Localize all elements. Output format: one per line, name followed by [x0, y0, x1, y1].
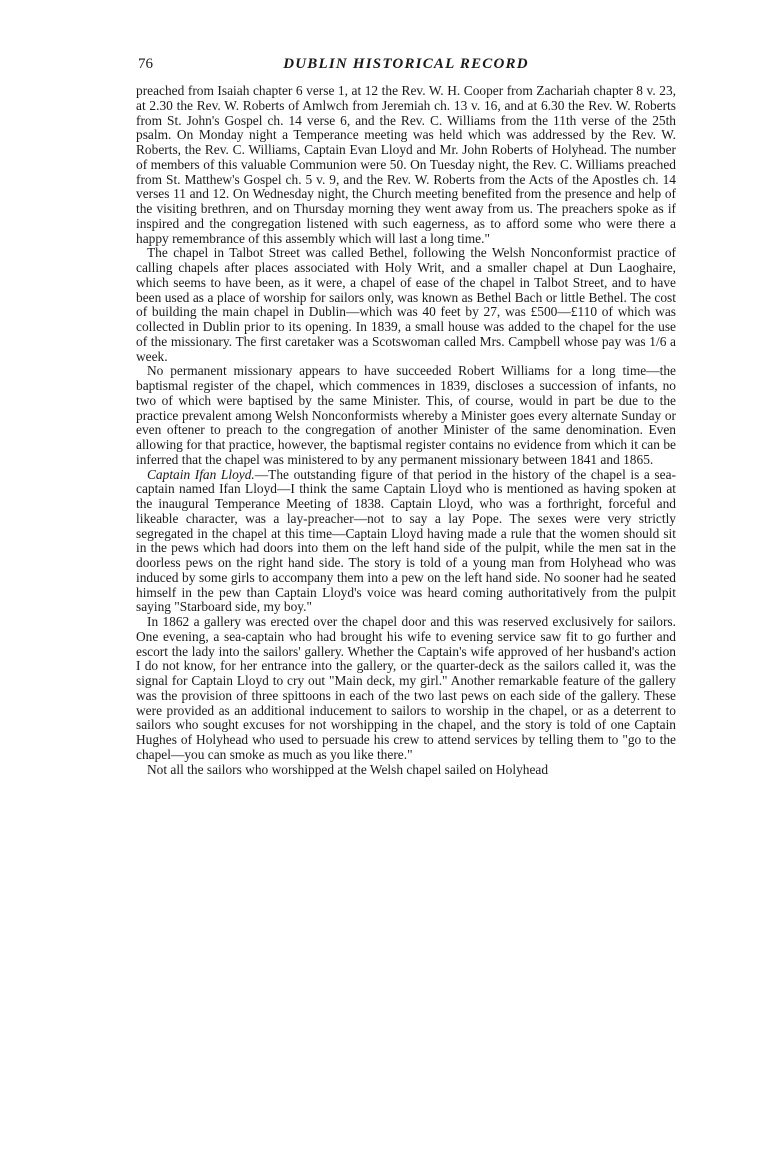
page-header: [136, 56, 676, 78]
journal-page: [136, 56, 676, 777]
paragraph-text: No permanent missionary appears to have succeeded Robert Williams for a long time—the baptismal register of the chapel, which commences in 1839, discloses a succession of infants, no two of which were baptised by the same Minister. This, of course, would in part be due to the practice prevalent among Welsh Nonconformists whereby a Minister goes every alternate Sunday or even oftener to preach to the congregation of another Minister of the same denomination. Even allowing for that practice, however, the baptismal register contains no evidence from which it can be inferred that the chapel was ministered to by any permanent missionary between 1841 and 1865.: [136, 363, 676, 467]
paragraph-text: Not all the sailors who worshipped at the Welsh chapel sailed on Holyhead: [147, 761, 549, 777]
running-title: DUBLIN HISTORICAL RECORD: [283, 56, 529, 72]
paragraph: [136, 246, 676, 364]
paragraph-text: In 1862 a gallery was erected over the chapel door and this was reserved exclusively for sailors. One evening, a sea-captain who had brought his wife to evening service saw fit to go further and escort the lady into the sailors' gallery. Whether the Captain's wife approved of her husband's action I do not know, for her entrance into the gallery, or the quarter-deck as the sailors called it, was the signal for Captain Lloyd to cry out "Main deck, my girl." Another remarkable feature of the gallery was the provision of three spittoons in each of the two last pews on each side of the gallery. These were provided as an additional inducement to sailors to worship in the chapel, or as a deterrent to sailors who sought excuses for not worshipping in the chapel, and the story is told of one Captain Hughes of Holyhead who used to persuade his crew to attend services by telling them to "go to the chapel—you can smoke as much as you like there.": [136, 614, 676, 762]
paragraph: [136, 468, 676, 616]
paragraph: [136, 615, 676, 763]
paragraph-continues: [136, 763, 676, 778]
article-body: [136, 84, 676, 777]
section-heading-run-in: Captain Ifan Lloyd.: [147, 466, 255, 482]
paragraph: [136, 364, 676, 467]
paragraph-text: —The outstanding figure of that period in the history of the chapel is a sea-captain named Ifan Lloyd—I think the same Captain Lloyd who is mentioned as having spoken at the inaugural Temperance Meeting of 1838. Captain Lloyd, who was a forthright, forceful and likeable character, was a lay-preacher—not to say a lay Pope. The sexes were very strictly segregated in the chapel at this time—Captain Lloyd having made a rule that the women should sit in the pews which had doors into them on the left hand side of the pulpit, while the men sat in the doorless pews on the right hand side. The story is told of a young man from Holyhead who was induced by some girls to accompany them into a pew on the left hand side. No sooner had he seated himself in the pew than Captain Lloyd's voice was heard coming authoritatively from the pulpit saying "Starboard side, my boy.": [136, 466, 676, 615]
paragraph-continued: [136, 84, 676, 246]
page-number: 76: [138, 56, 153, 72]
paragraph-text: preached from Isaiah chapter 6 verse 1, at 12 the Rev. W. H. Cooper from Zachariah chapter 8 v. 23, at 2.30 the Rev. W. Roberts of Amlwch from Jeremiah ch. 13 v. 16, and at 6.30 the Rev. W. Roberts from St. John's Gospel ch. 14 verse 6, and the Rev. C. Williams from the 11th verse of the 25th psalm. On Monday night a Temperance meeting was held which was addressed by the Rev. W. Roberts, the Rev. C. Williams, Captain Evan Lloyd and Mr. John Roberts of Holyhead. The number of members of this valuable Communion were 50. On Tuesday night, the Rev. C. Williams preached from St. Matthew's Gospel ch. 5 v. 9, and the Rev. W. Roberts from the Acts of the Apostles ch. 14 verses 11 and 12. On Wednesday night, the Church meeting benefited from the presence and help of the visiting brethren, and on Thursday morning they went away from us. The preachers spoke as if inspired and the congregation listened with such eagerness, as to afford some who were there a happy remembrance of this assembly which will last a long time.": [136, 83, 676, 246]
paragraph-text: The chapel in Talbot Street was called Bethel, following the Welsh Nonconformist practice of calling chapels after places associated with Holy Writ, and a smaller chapel at Dun Laoghaire, which seems to have been, as it were, a chapel of ease of the chapel in Talbot Street, and to have been used as a place of worship for sailors only, was known as Bethel Bach or little Bethel. The cost of building the main chapel in Dublin—which was 40 feet by 27, was £500—£110 of which was collected in Dublin prior to its opening. In 1839, a small house was added to the chapel for the use of the missionary. The first caretaker was a Scotswoman called Mrs. Campbell whose pay was 1/6 a week.: [136, 245, 676, 364]
